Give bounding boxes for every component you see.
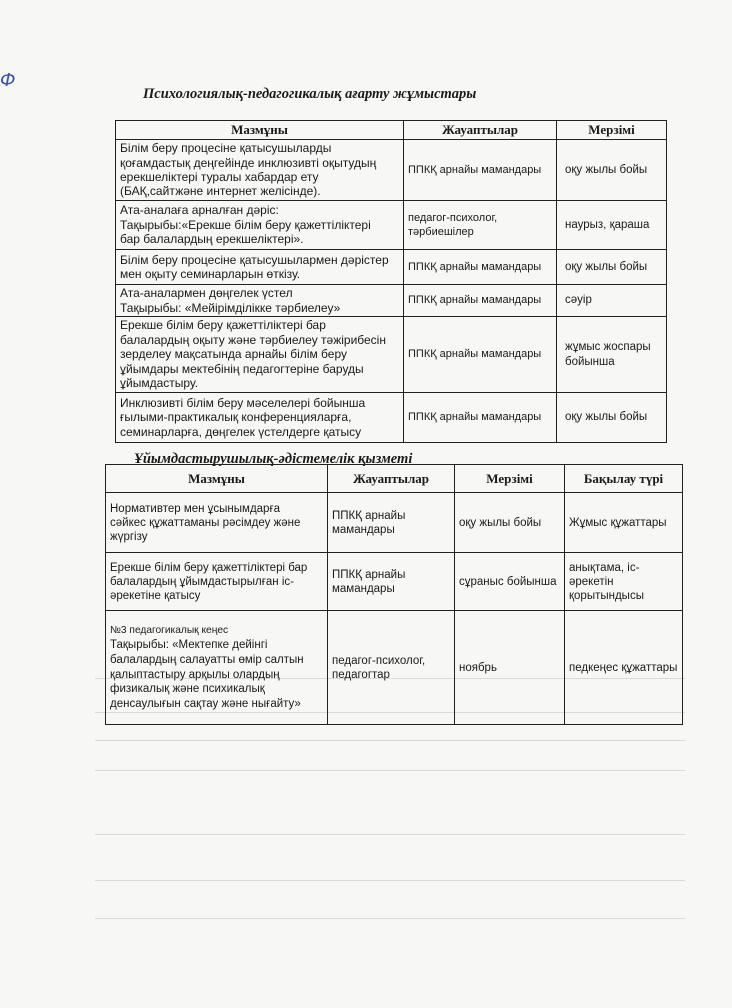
control-cell: педкеңес құжаттары bbox=[565, 611, 683, 725]
responsible-cell: педагог-психолог, педагогтар bbox=[328, 611, 455, 725]
content-cell: Ерекше білім беру қажеттіліктері бар балалардың оқыту және тәрбиелеу тәжірибесін зерделеу мақсатында арнайы білім беру ұйымдары мектебінің педагогтеріне баруды ұйымдастыру. bbox=[116, 317, 404, 393]
timing-cell: сұраныс бойынша bbox=[455, 553, 565, 611]
responsible-cell: ППКҚ арнайы мамандары bbox=[404, 285, 557, 317]
timing-cell: оқу жылы бойы bbox=[557, 393, 667, 443]
section1-heading: Психологиялық-педагогикалық ағарту жұмыстары bbox=[143, 86, 477, 102]
council-title: №3 педагогикалық кеңес bbox=[110, 624, 229, 636]
timing-cell: ноябрь bbox=[455, 611, 565, 725]
column-header: Жауаптылар bbox=[328, 465, 455, 493]
content-cell: Білім беру процесіне қатысушылармен дәрістер мен оқыту семинарларын өткізу. bbox=[116, 250, 404, 285]
table-row bbox=[116, 317, 667, 393]
column-header: Мазмұны bbox=[116, 121, 404, 140]
council-topic: Тақырыбы: «Мектепке дейінгі балалардың салауатты өмір салтын қалыптастыру арқылы олардың физикалық және психикалық денсаулығын сақтау және нығайту» bbox=[110, 639, 304, 710]
table-header-row bbox=[106, 465, 683, 493]
timing-cell: оқу жылы бойы bbox=[557, 140, 667, 201]
responsible-cell: ППКҚ арнайы мамандары bbox=[404, 393, 557, 443]
responsible-cell: ППКҚ арнайы мамандары bbox=[328, 553, 455, 611]
table-row bbox=[116, 393, 667, 443]
column-header: Жауаптылар bbox=[404, 121, 557, 140]
timing-cell: сәуір bbox=[557, 285, 667, 317]
timing-cell: оқу жылы бойы bbox=[557, 250, 667, 285]
section1-table bbox=[115, 120, 667, 443]
column-header: Мерзімі bbox=[557, 121, 667, 140]
control-cell: анықтама, іс-әрекетін қорытындысы bbox=[565, 553, 683, 611]
table-row bbox=[106, 493, 683, 553]
section2-heading: Ұйымдастырушылық-әдістемелік қызметі bbox=[134, 451, 413, 467]
content-cell: Ата-аналаға арналған дәріс: Тақырыбы:«Ерекше білім беру қажеттіліктері бар балалардың ерекшеліктері». bbox=[116, 201, 404, 250]
table-row bbox=[116, 201, 667, 250]
table-row bbox=[116, 250, 667, 285]
responsible-cell: педагог-психолог, тәрбиешілер bbox=[404, 201, 557, 250]
column-header: Мазмұны bbox=[106, 465, 328, 493]
content-cell: Нормативтер мен ұсынымдарға сәйкес құжаттаманы рәсімдеу және жүргізу bbox=[106, 493, 328, 553]
column-header: Бақылау түрі bbox=[565, 465, 683, 493]
show-through-lines bbox=[95, 668, 685, 930]
timing-cell: наурыз, қараша bbox=[557, 201, 667, 250]
content-cell: Ата-аналармен дөңгелек үстел Тақырыбы: «Мейірімділікке тәрбиелеу» bbox=[116, 285, 404, 317]
column-header: Мерзімі bbox=[455, 465, 565, 493]
table-header-row bbox=[116, 121, 667, 140]
table-row bbox=[116, 285, 667, 317]
table-row bbox=[116, 140, 667, 201]
responsible-cell: ППКҚ арнайы мамандары bbox=[404, 317, 557, 393]
content-cell: Инклюзивті білім беру мәселелері бойынша ғылыми-практикалық конференцияларға, семинарларға, дөңгелек үстелдерге қатысу bbox=[116, 393, 404, 443]
content-cell: Ерекше білім беру қажеттіліктері бар балалардың ұйымдастырылған іс- әрекетіне қатысу bbox=[106, 553, 328, 611]
table-row bbox=[106, 553, 683, 611]
timing-cell: оқу жылы бойы bbox=[455, 493, 565, 553]
margin-mark: Ф bbox=[0, 70, 16, 91]
responsible-cell: ППКҚ арнайы мамандары bbox=[404, 250, 557, 285]
timing-cell: жұмыс жоспары бойынша bbox=[557, 317, 667, 393]
responsible-cell: ППКҚ арнайы мамандары bbox=[404, 140, 557, 201]
control-cell: Жұмыс құжаттары bbox=[565, 493, 683, 553]
responsible-cell: ППКҚ арнайы мамандары bbox=[328, 493, 455, 553]
content-cell: Білім беру процесіне қатысушыларды қоғамдастық деңгейінде инклюзивті оқытудың ерекшеліктері туралы хабардар ету (БАҚ,сайтжәне интернет желісінде). bbox=[116, 140, 404, 201]
